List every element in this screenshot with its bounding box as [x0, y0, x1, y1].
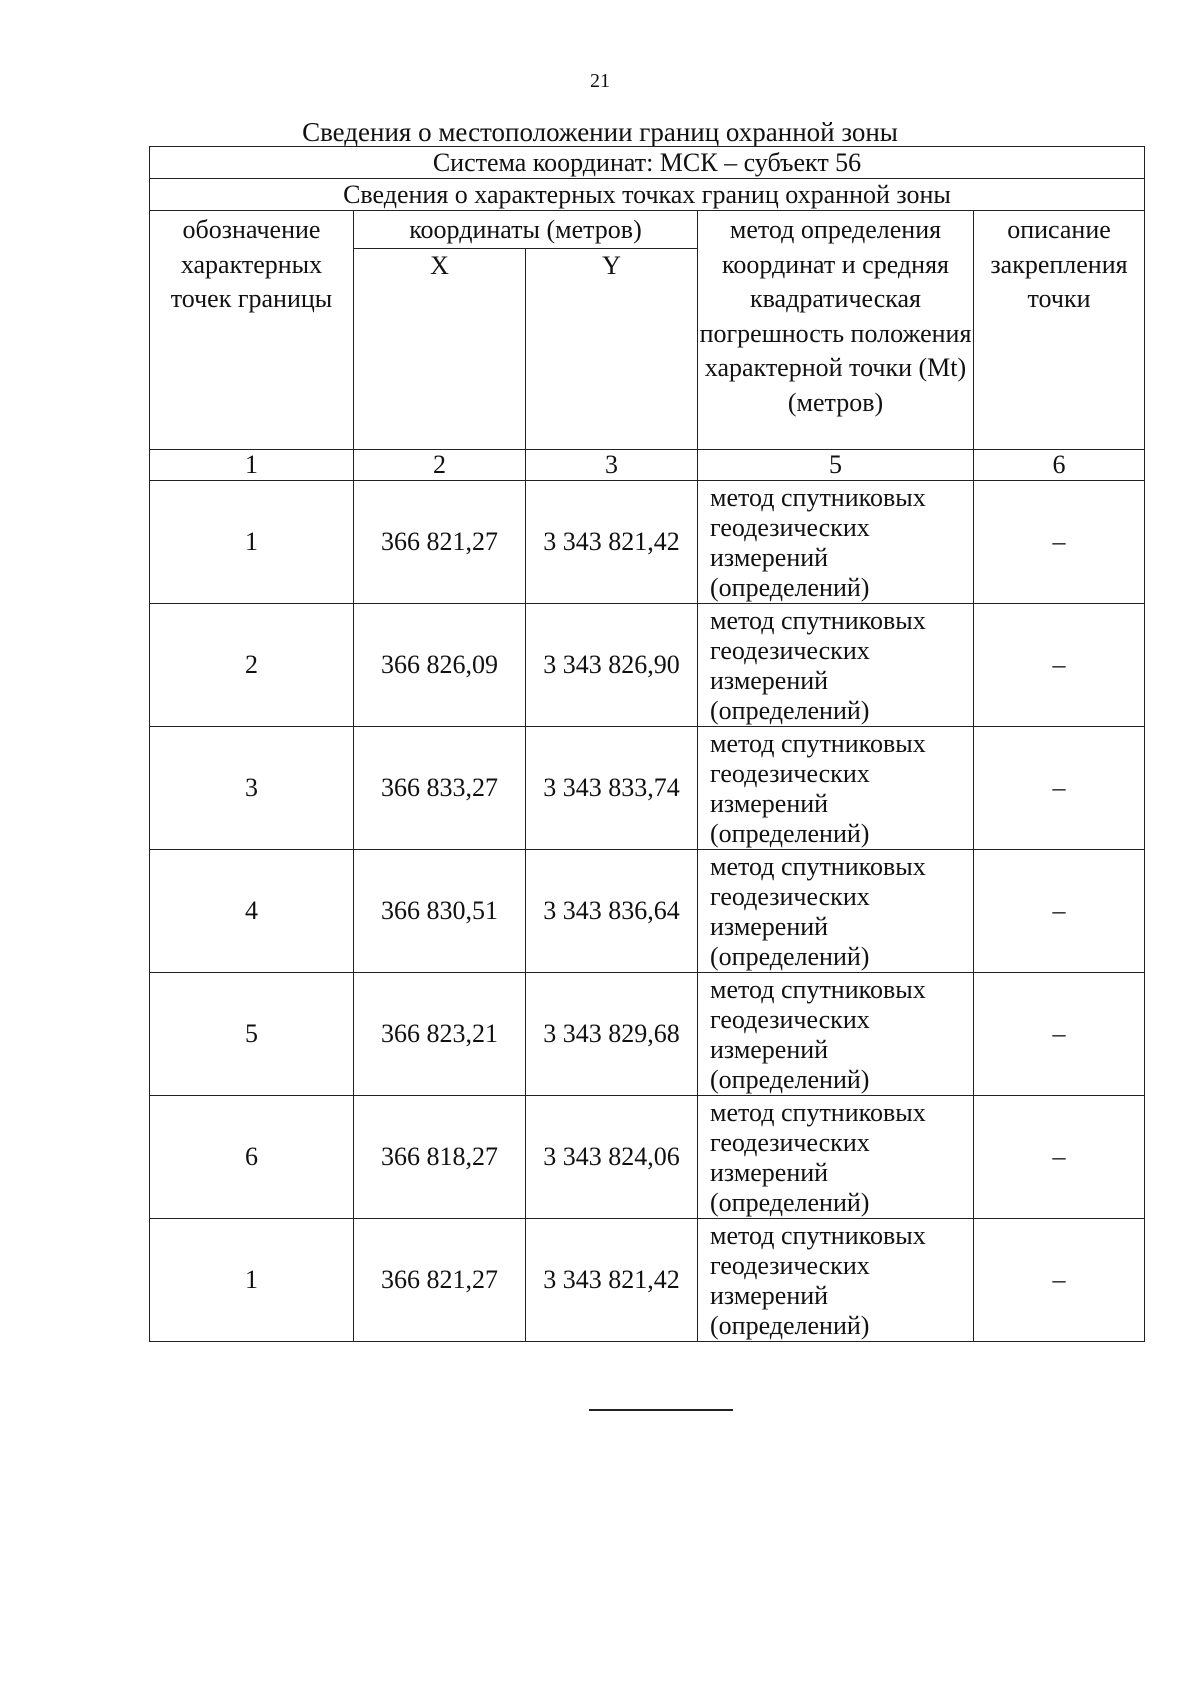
- coordinate-x: 366 821,27: [354, 481, 526, 604]
- fixing-description: –: [974, 1096, 1145, 1219]
- table-row: [150, 481, 1145, 604]
- document-title: Сведения о местоположении границ охранной зоны: [302, 117, 898, 147]
- fixing-description: –: [974, 727, 1145, 850]
- point-number: 2: [150, 604, 354, 727]
- table-row: [150, 1096, 1145, 1219]
- end-of-section-rule: [589, 1409, 733, 1411]
- coordinate-y: 3 343 824,06: [526, 1096, 698, 1219]
- coordinate-y: 3 343 836,64: [526, 850, 698, 973]
- method-description: метод спутниковых геодезических измерений (определений): [698, 1219, 974, 1342]
- section-title-row: [150, 179, 1145, 211]
- table-row: [150, 1219, 1145, 1342]
- coordinate-y: 3 343 833,74: [526, 727, 698, 850]
- point-number: 5: [150, 973, 354, 1096]
- coordinate-x: 366 833,27: [354, 727, 526, 850]
- fixing-description: –: [974, 1219, 1145, 1342]
- point-number: 4: [150, 850, 354, 973]
- header-y: Y: [526, 248, 698, 449]
- coordinate-y: 3 343 821,42: [526, 481, 698, 604]
- header-fixing-description: описание закрепления точки: [974, 211, 1145, 450]
- coordinate-x: 366 823,21: [354, 973, 526, 1096]
- section-title: Сведения о характерных точках границ охранной зоны: [150, 179, 1145, 211]
- header-row: [150, 211, 1145, 249]
- coordinate-x: 366 826,09: [354, 604, 526, 727]
- table-row: [150, 727, 1145, 850]
- header-point-designation: обозначение характерных точек границы: [150, 211, 354, 450]
- table-row: [150, 604, 1145, 727]
- coordinate-x: 366 821,27: [354, 1219, 526, 1342]
- point-number: 3: [150, 727, 354, 850]
- coordinate-system-label: Система координат: МСК – субъект 56: [150, 147, 1145, 179]
- page-number: 21: [590, 70, 610, 92]
- fixing-description: –: [974, 481, 1145, 604]
- column-number: 3: [526, 450, 698, 481]
- fixing-description: –: [974, 604, 1145, 727]
- method-description: метод спутниковых геодезических измерений (определений): [698, 604, 974, 727]
- method-description: метод спутниковых геодезических измерений (определений): [698, 727, 974, 850]
- coordinate-x: 366 830,51: [354, 850, 526, 973]
- point-number: 1: [150, 481, 354, 604]
- point-number: 1: [150, 1219, 354, 1342]
- coordinate-y: 3 343 829,68: [526, 973, 698, 1096]
- coordinate-y: 3 343 826,90: [526, 604, 698, 727]
- header-coordinates: координаты (метров): [354, 211, 698, 249]
- fixing-description: –: [974, 850, 1145, 973]
- header-method: метод определения координат и средняя квадратическая погрешность положения характерной точки (Mt) (метров): [698, 211, 974, 450]
- column-number: 6: [974, 450, 1145, 481]
- coordinate-x: 366 818,27: [354, 1096, 526, 1219]
- column-number: 2: [354, 450, 526, 481]
- table-row: [150, 850, 1145, 973]
- table-row: [150, 973, 1145, 1096]
- header-x: X: [354, 248, 526, 449]
- column-number: 5: [698, 450, 974, 481]
- column-number: 1: [150, 450, 354, 481]
- method-description: метод спутниковых геодезических измерений (определений): [698, 481, 974, 604]
- coordinates-table: [149, 146, 1145, 1342]
- coordinate-y: 3 343 821,42: [526, 1219, 698, 1342]
- method-description: метод спутниковых геодезических измерений (определений): [698, 973, 974, 1096]
- method-description: метод спутниковых геодезических измерений (определений): [698, 850, 974, 973]
- coordinate-system-row: [150, 147, 1145, 179]
- method-description: метод спутниковых геодезических измерений (определений): [698, 1096, 974, 1219]
- fixing-description: –: [974, 973, 1145, 1096]
- column-numbers-row: [150, 450, 1145, 481]
- point-number: 6: [150, 1096, 354, 1219]
